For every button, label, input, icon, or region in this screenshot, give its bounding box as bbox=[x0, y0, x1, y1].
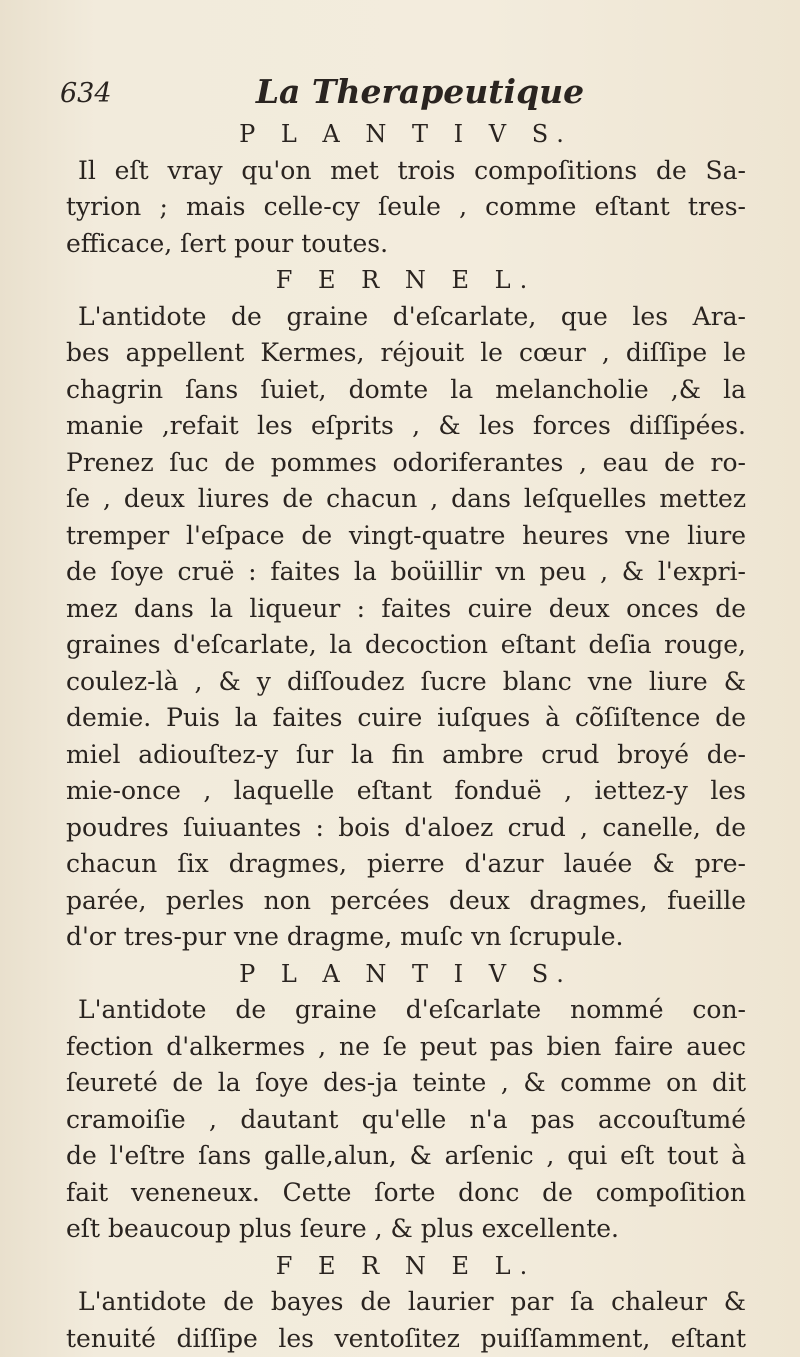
section-heading-plantius: P L A N T I V S. bbox=[239, 959, 573, 988]
text-line: chagrin ſans ſuiet, domte la melancholie ,& la bbox=[66, 374, 746, 404]
text-line: tenuité diſſipe les ventoſitez puiſſamment, eſtant bbox=[66, 1323, 746, 1353]
text-line: fection d'alkermes , ne ſe peut pas bien faire auec bbox=[66, 1031, 746, 1061]
page-number: 634 bbox=[60, 78, 112, 109]
text-line: mie-once , laquelle eſtant fonduë , iettez-y les bbox=[66, 776, 746, 805]
text-line: parée, perles non percées deux dragmes, fueille bbox=[66, 885, 746, 915]
text-line: ſe , deux liures de chacun , dans leſquelles mettez bbox=[66, 484, 746, 513]
text-line: miel adiouſtez-y ſur la fin ambre crud broyé de- bbox=[66, 739, 746, 769]
text-line: tremper l'eſpace de vingt-quatre heures vne liure bbox=[66, 520, 746, 550]
text-line: Prenez ſuc de pommes odoriferantes , eau de ro- bbox=[66, 447, 746, 477]
text-line: L'antidote de bayes de laurier par ſa chaleur & bbox=[78, 1287, 746, 1316]
text-line: de ſoye cruë : faites la boüillir vn peu , & l'expri- bbox=[66, 557, 746, 586]
text-line: chacun ſix dragmes, pierre d'azur lauée & pre- bbox=[66, 849, 746, 878]
text-line: graines d'eſcarlate, la decoction eſtant deſia rouge, bbox=[66, 630, 746, 659]
section-heading-plantius: P L A N T I V S. bbox=[239, 120, 573, 148]
text-line: manie ,refait les eſprits , & les forces diſſipées. bbox=[66, 411, 746, 440]
text-line: efficace, ſert pour toutes. bbox=[66, 228, 389, 258]
text-line: demie. Puis la faites cuire iuſques à cõſiſtence de bbox=[66, 703, 746, 732]
text-line: ſeureté de la ſoye des-ja teinte , & comme on dit bbox=[66, 1068, 746, 1097]
text-line: fait veneneux. Cette ſorte donc de compoſition bbox=[66, 1177, 746, 1207]
text-line: de l'eſtre ſans galle,alun, & arſenic , qui eſt tout à bbox=[66, 1141, 746, 1170]
section-heading-fernel: F E R N E L. bbox=[275, 266, 537, 294]
text-line: bes appellent Kermes, réjouit le cœur , diſſipe le bbox=[66, 338, 746, 367]
text-line: coulez-là , & y diſſoudez ſucre blanc vne liure & bbox=[66, 666, 746, 696]
text-line: cramoiſie , dautant qu'elle n'a pas accouſtumé bbox=[66, 1104, 746, 1134]
text-line: L'antidote de graine d'eſcarlate, que les Ara- bbox=[78, 301, 746, 331]
text-line: mez dans la liqueur : faites cuire deux onces de bbox=[66, 593, 746, 623]
text-line: d'or tres-pur vne dragme, muſc vn ſcrupule. bbox=[66, 922, 624, 951]
book-title: La Therapeutique bbox=[255, 72, 585, 111]
text-line: poudres ſuiuantes : bois d'aloez crud , canelle, de bbox=[66, 812, 746, 842]
text-line: L'antidote de graine d'eſcarlate nommé con- bbox=[78, 995, 746, 1024]
section-heading-fernel: F E R N E L. bbox=[275, 1251, 537, 1280]
text-line: tyrion ; mais celle-cy ſeule , comme eſtant tres- bbox=[66, 192, 746, 221]
running-head bbox=[60, 72, 740, 122]
text-line: Il eſt vray qu'on met trois compoſitions de Sa- bbox=[78, 155, 746, 185]
text-line: eſt beaucoup plus ſeure , & plus excellente. bbox=[66, 1214, 620, 1243]
body-text bbox=[66, 116, 746, 1357]
